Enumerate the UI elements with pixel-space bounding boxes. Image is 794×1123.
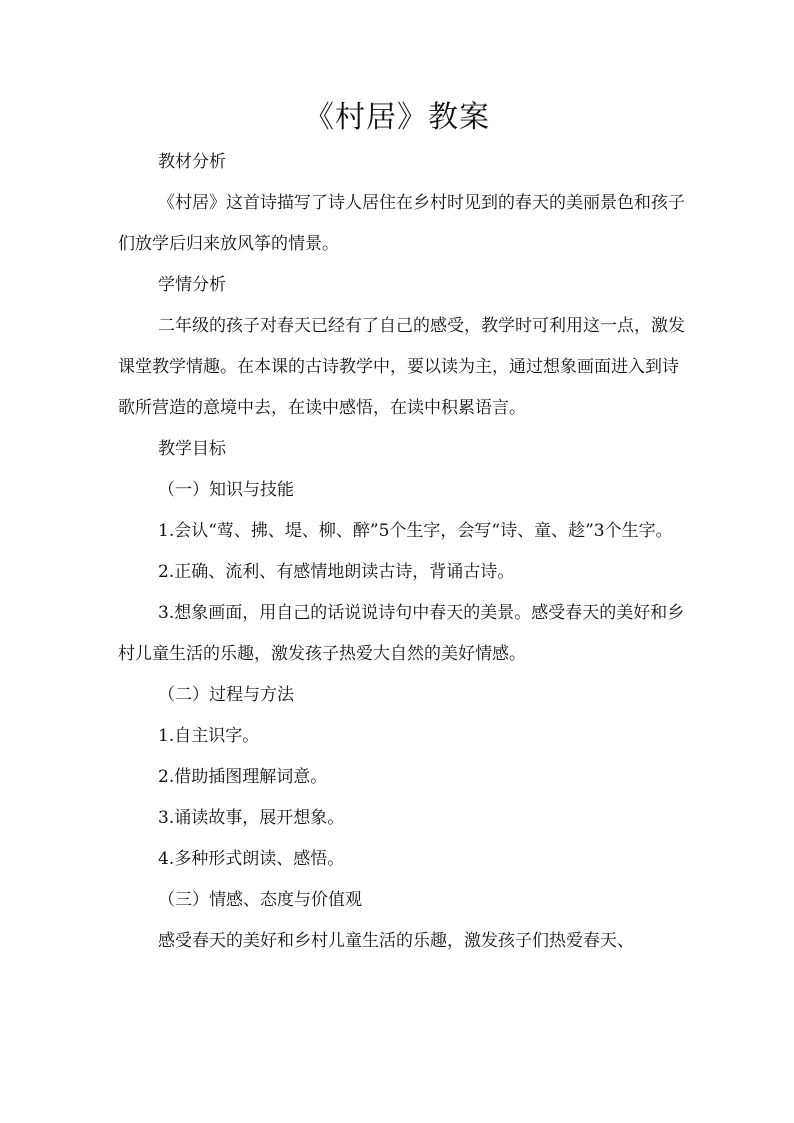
paragraph-emotion-values: 感受春天的美好和乡村儿童生活的乐趣，激发孩子们热爱春天、 — [158, 931, 634, 951]
document-body — [118, 142, 688, 962]
list-item-method-1: 1.自主识字。 — [158, 726, 260, 746]
subheading-process-method: （二）过程与方法 — [158, 685, 294, 705]
paragraph-textbook-analysis: 《村居》这首诗描写了诗人居住在乡村时见到的春天的美丽景色和孩子们放学后归来放风筝的情景。 — [118, 193, 685, 254]
list-item-method-4: 4.多种形式朗读、感悟。 — [158, 849, 345, 869]
section-heading-learner-analysis: 学情分析 — [158, 275, 226, 295]
subheading-knowledge-skills: （一）知识与技能 — [158, 480, 294, 500]
paragraph-learner-analysis: 二年级的孩子对春天已经有了自己的感受，教学时可利用这一点，激发课堂教学情趣。在本课的古诗教学中，要以读为主，通过想象画面进入到诗歌所营造的意境中去，在读中感悟，在读中积累语言。 — [118, 316, 685, 418]
subheading-emotion-values: （三）情感、态度与价值观 — [158, 890, 362, 910]
section-heading-textbook-analysis: 教材分析 — [158, 152, 226, 172]
list-item-method-3: 3.诵读故事，展开想象。 — [158, 808, 345, 828]
list-item-goal-1: 1.会认“莺、拂、堤、柳、醉”5个生字，会写“诗、童、趁”3个生字。 — [158, 521, 673, 541]
list-item-goal-3: 3.想象画面，用自己的话说说诗句中春天的美景。感受春天的美好和乡村儿童生活的乐趣，激发孩子热爱大自然的美好情感。 — [118, 603, 685, 664]
list-item-goal-2: 2.正确、流利、有感情地朗读古诗，背诵古诗。 — [158, 562, 515, 582]
document-title: 《村居》教案 — [304, 100, 490, 135]
list-item-method-2: 2.借助插图理解词意。 — [158, 767, 328, 787]
section-heading-teaching-goals: 教学目标 — [158, 439, 226, 459]
